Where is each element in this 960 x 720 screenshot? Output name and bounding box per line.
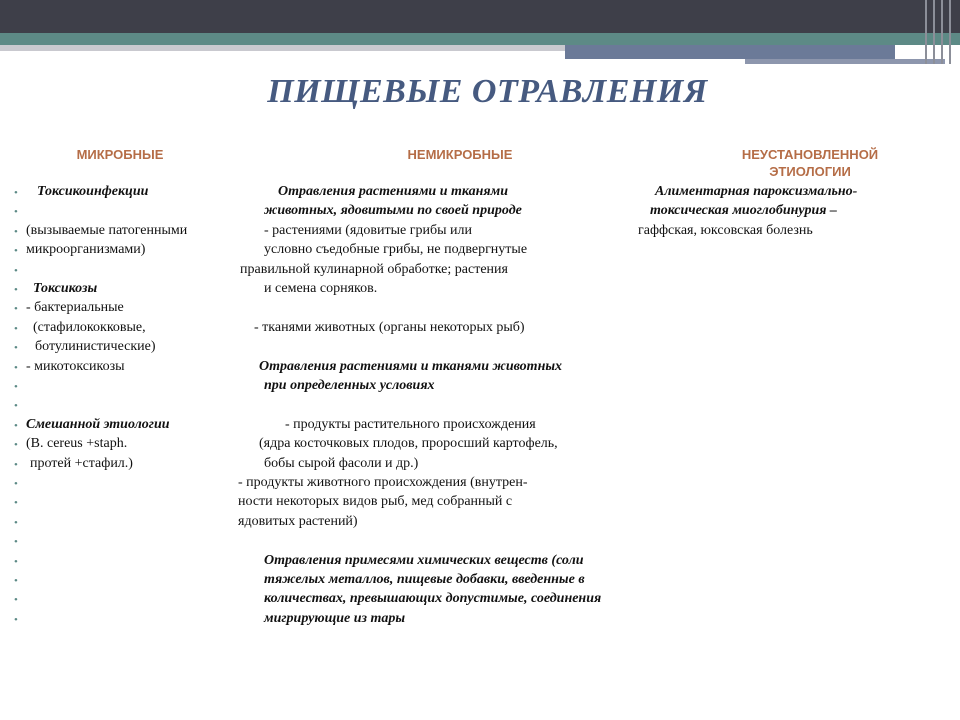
list-item [0,320,960,339]
list-item [0,184,960,203]
microbial-cell: Смешанной этиологии [26,416,170,432]
nonmicrobial-cell: - растениями (ядовитые грибы или [264,222,472,238]
microbial-cell: (стафилококковые, [33,319,146,335]
list-item [0,281,960,300]
header-divider [941,0,943,64]
bullet-icon: • [14,439,18,452]
list-item [0,300,960,319]
header-light-strip [0,45,565,51]
nonmicrobial-cell: бобы сырой фасоли и др.) [264,455,419,471]
header-band [0,0,960,33]
nonmicrobial-cell: условно съедобные грибы, не подвергнутые [264,242,528,258]
nonmicrobial-cell: Отравления растениями и тканями [278,184,508,199]
bullet-icon: • [14,419,18,432]
bullet-icon: • [14,342,18,355]
bullet-icon: • [14,400,18,413]
list-item [0,417,960,436]
column-header-unknown [690,146,930,180]
bullet-icon: • [14,284,18,296]
unknown-etiology-cell: токсическая миоглобинурия – [650,203,837,219]
bullet-icon: • [14,245,18,258]
microbial-cell: - бактериальные [26,300,124,316]
list-item [0,533,960,552]
list-item [0,611,960,630]
list-item [0,378,960,397]
nonmicrobial-cell: и семена сорняков. [264,281,378,296]
nonmicrobial-cell: - тканями животных (органы некоторых рыб) [254,319,525,335]
header-divider [949,0,951,64]
bullet-icon: • [14,555,18,568]
bullet-icon: • [14,303,18,316]
microbial-cell: - микотоксикозы [26,358,125,374]
header-divider [933,0,935,64]
header-blue-strip-thin [745,59,945,64]
nonmicrobial-cell: количествах, превышающих допустимые, соединения [264,591,602,607]
microbial-cell: ботулинистические) [35,339,156,355]
nonmicrobial-cell: ядовитых растений) [238,513,358,529]
list-item [0,553,960,572]
bullet-icon: • [14,381,18,393]
bullet-icon: • [14,361,18,374]
column-header-microbial: МИКРОБНЫЕ [76,147,164,162]
bullet-icon: • [14,225,18,238]
nonmicrobial-cell: правильной кулинарной обработке; растения [240,261,508,277]
list-item [0,475,960,494]
bullet-icon: • [14,206,18,219]
list-item [0,242,960,261]
list-item [0,591,960,610]
column-header-unknown-line1: НЕУСТАНОВЛЕННОЙ [741,147,879,162]
nonmicrobial-cell: Отравления примесями химических веществ (соли [264,552,584,568]
list-item [0,397,960,416]
microbial-cell: (B. cereus +staph. [26,436,128,452]
microbial-cell: Токсикоинфекции [37,184,149,199]
nonmicrobial-cell: при определенных условиях [264,378,435,393]
microbial-cell: микроорганизмами) [26,242,146,258]
nonmicrobial-cell: тяжелых металлов, пищевые добавки, введенные в [264,572,585,587]
list-item [0,436,960,455]
header-divider [925,0,927,64]
list-item [0,203,960,222]
bullet-icon: • [14,594,18,607]
nonmicrobial-cell: Отравления растениями и тканями животных [259,358,563,374]
nonmicrobial-cell: - продукты животного происхождения (внутрен- [238,475,528,490]
slide-title: ПИЩЕВЫЕ ОТРАВЛЕНИЯ [267,73,708,110]
bullet-icon: • [14,516,18,529]
bullet-icon: • [14,264,18,277]
nonmicrobial-cell: ности некоторых видов рыб, мед собранный с [238,494,513,510]
nonmicrobial-cell: мигрирующие из тары [264,610,406,626]
list-item [0,339,960,358]
bullet-icon: • [14,187,18,199]
microbial-cell: (вызываемые патогенными [26,222,188,238]
microbial-cell: протей +стафил.) [30,455,133,471]
column-header-nonmicrobial: НЕМИКРОБНЫЕ [407,147,513,162]
header-blue-strip [565,45,895,59]
list-item [0,514,960,533]
unknown-etiology-cell: гаффская, юксовская болезнь [638,222,813,238]
header-accent-strip [0,33,960,45]
list-item [0,223,960,242]
list-item [0,572,960,591]
bullet-icon: • [14,497,18,510]
bullet-icon: • [14,458,18,471]
column-header-unknown-line2: ЭТИОЛОГИИ [769,164,851,179]
microbial-cell: Токсикозы [33,281,98,296]
list-item [0,494,960,513]
bullet-icon: • [14,613,18,626]
nonmicrobial-cell: (ядра косточковых плодов, проросший картофель, [259,436,558,452]
list-item [0,456,960,475]
bullet-icon: • [14,322,18,335]
bullet-icon: • [14,478,18,490]
bullet-icon: • [14,575,18,587]
unknown-etiology-cell: Алиментарная пароксизмально- [655,184,858,199]
bullet-icon: • [14,536,18,549]
list-item [0,359,960,378]
list-item [0,262,960,281]
nonmicrobial-cell: - продукты растительного происхождения [285,416,536,432]
nonmicrobial-cell: животных, ядовитыми по своей природе [264,203,522,219]
